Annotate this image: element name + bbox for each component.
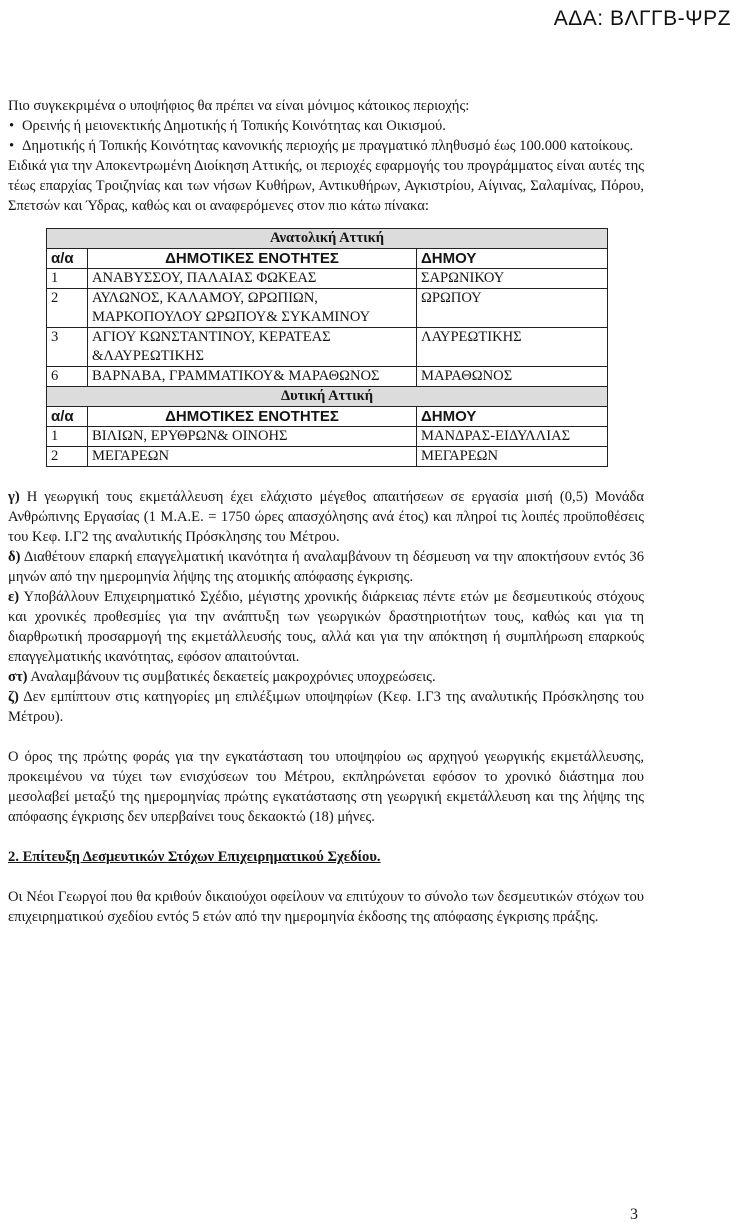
col-header-no: α/α (47, 407, 88, 427)
col-header-municipality: ΔΗΜΟΥ (417, 249, 608, 269)
cell-no: 1 (47, 427, 88, 447)
section-2-text: Οι Νέοι Γεωργοί που θα κριθούν δικαιούχοι οφείλουν να επιτύχουν το σύνολο των δεσμευτικών στόχων του επιχειρηματικού σχεδίου εντός 5 ετών από την ημερομηνία έκδοσης της απόφασης έγκρισης πράξης. (8, 889, 644, 925)
table-row (47, 427, 608, 447)
criterion-text: Δεν εμπίπτουν στις κατηγορίες μη επιλέξιμων υποψηφίων (Κεφ. Ι.Γ3 της αναλυτικής Πρόσκλησης του Μέτρου). (8, 689, 645, 725)
cell-units: ΑΥΛΩΝΟΣ, ΚΑΛΑΜΟΥ, ΩΡΩΠΙΩΝ, ΜΑΡΚΟΠΟΥΛΟΥ ΩΡΩΠΟΥ& ΣΥΚΑΜΙΝΟΥ (88, 289, 417, 328)
criterion-st (8, 667, 644, 687)
criterion-text: Διαθέτουν επαρκή επαγγελματική ικανότητα ή αναλαμβάνουν τη δέσμευση να την αποκτήσουν εντός 36 μηνών από την ημερομηνία λήψης της ατομικής απόφασης έγκρισης. (8, 549, 644, 585)
cell-municipality: ΣΑΡΩΝΙΚΟΥ (417, 269, 608, 289)
cell-no: 6 (47, 367, 88, 387)
region-title-west: Δυτική Αττική (47, 387, 608, 407)
first-time-paragraph: Ο όρος της πρώτης φοράς για την εγκατάσταση του υποψηφίου ως αρχηγού γεωργικής εκμετάλλευσης, προκειμένου να τύχει των ενισχύσεων του Μέτρου, εκπληρώνεται εφόσον το χρονικό διάστημα που μεσολαβεί μεταξύ της ημερομηνίας πρώτης εγκατάστασης στη γεωργική εκμετάλλευση και της λήψης της απόφασης έγκρισης δεν υπερβαίνει τους δεκαοκτώ (18) μήνες. (8, 749, 644, 825)
criterion-label: δ) (8, 549, 21, 565)
table-region-row (47, 387, 608, 407)
cell-units: ΑΝΑΒΥΣΣΟΥ, ΠΑΛΑΙΑΣ ΦΩΚΕΑΣ (88, 269, 417, 289)
criterion-d (8, 547, 644, 587)
cell-no: 2 (47, 289, 88, 328)
cell-municipality: ΜΕΓΑΡΕΩΝ (417, 447, 608, 467)
cell-units: ΜΕΓΑΡΕΩΝ (88, 447, 417, 467)
table-header-row (47, 249, 608, 269)
criterion-label: στ) (8, 669, 28, 685)
cell-no: 2 (47, 447, 88, 467)
cell-municipality: ΜΑΝΔΡΑΣ-ΕΙΔΥΛΛΙΑΣ (417, 427, 608, 447)
criterion-z (8, 687, 644, 727)
table-row (47, 328, 608, 367)
cell-municipality: ΩΡΩΠΟΥ (417, 289, 608, 328)
table-row (47, 367, 608, 387)
table-row (47, 447, 608, 467)
cell-no: 1 (47, 269, 88, 289)
section-2-heading: 2. Επίτευξη Δεσμευτικών Στόχων Επιχειρηματικού Σχεδίου. (8, 849, 381, 865)
region-title-east: Ανατολική Αττική (47, 229, 608, 249)
intro-special: Ειδικά για την Αποκεντρωμένη Διοίκηση Αττικής, οι περιοχές εφαρμογής του προγράμματος είναι αυτές της τέως επαρχίας Τροιζηνίας και των νήσων Κυθήρων, Αντικυθήρων, Αγκιστρίου, Αίγινας, Σαλαμίνας, Πόρου, Σπετσών και Ύδρας, καθώς και οι αναφερόμενες στον πιο κάτω πίνακα: (8, 158, 644, 214)
criterion-g (8, 487, 644, 547)
table-row (47, 289, 608, 328)
cell-units: ΒΑΡΝΑΒΑ, ΓΡΑΜΜΑΤΙΚΟΥ& ΜΑΡΑΘΩΝΟΣ (88, 367, 417, 387)
bullet-normal-area: • Δημοτικής ή Τοπικής Κοινότητας κανονικής περιοχής με πραγματικό πληθυσμό έως 100.000 κατοίκους. (8, 136, 644, 156)
bullet-mountain: • Ορεινής ή μειονεκτικής Δημοτικής ή Τοπικής Κοινότητας και Οικισμού. (8, 116, 644, 136)
col-header-units: ΔΗΜΟΤΙΚΕΣ ΕΝΟΤΗΤΕΣ (88, 407, 417, 427)
table-row (47, 269, 608, 289)
cell-no: 3 (47, 328, 88, 367)
criterion-text: Αναλαμβάνουν τις συμβατικές δεκαετείς μακροχρόνιες υποχρεώσεις. (30, 669, 436, 685)
document-body (8, 96, 644, 927)
areas-table (46, 228, 608, 467)
criterion-label: ε) (8, 589, 20, 605)
criterion-label: γ) (8, 489, 20, 505)
cell-municipality: ΛΑΥΡΕΩΤΙΚΗΣ (417, 328, 608, 367)
criterion-text: Η γεωργική τους εκμετάλλευση έχει ελάχιστο μέγεθος απαιτήσεων σε εργασία μισή (0,5) Μονάδα Ανθρώπινης Εργασίας (1 Μ.Α.Ε. = 1750 ώρες απασχόλησης ανά έτος) και πληροί τις λοιπές προϋποθέσεις του Κεφ. Ι.Γ2 της αναλυτικής Πρόσκλησης του Μέτρου. (8, 489, 644, 545)
cell-municipality: ΜΑΡΑΘΩΝΟΣ (417, 367, 608, 387)
criterion-label: ζ) (8, 689, 19, 705)
criteria-list (8, 487, 644, 727)
page-number: 3 (630, 1206, 638, 1223)
table-region-row (47, 229, 608, 249)
intro-lead: Πιο συγκεκριμένα ο υποψήφιος θα πρέπει να είναι μόνιμος κάτοικος περιοχής: (8, 98, 470, 114)
col-header-units: ΔΗΜΟΤΙΚΕΣ ΕΝΟΤΗΤΕΣ (88, 249, 417, 269)
col-header-municipality: ΔΗΜΟΥ (417, 407, 608, 427)
table-header-row (47, 407, 608, 427)
cell-units: ΑΓΙΟΥ ΚΩΝΣΤΑΝΤΙΝΟΥ, ΚΕΡΑΤΕΑΣ &ΛΑΥΡΕΩΤΙΚΗΣ (88, 328, 417, 367)
criterion-e (8, 587, 644, 667)
cell-units: ΒΙΛΙΩΝ, ΕΡΥΘΡΩΝ& ΟΙΝΟΗΣ (88, 427, 417, 447)
criterion-text: Υποβάλλουν Επιχειρηματικό Σχέδιο, μέγιστης χρονικής διάρκειας πέντε ετών με δεσμευτικούς στόχους και χρονικές προθεσμίες για την ανάπτυξη των γεωργικών δραστηριοτήτων τους, καθώς και για τη διαρθρωτική προσαρμογή της εκμετάλλευσής τους, αλλά και για την απόκτηση ή συμπλήρωση επαρκούς επαγγελματικής ικανότητας, εφόσον απαιτούνται. (8, 589, 644, 665)
ada-code: ΑΔΑ: ΒΛΓΓΒ-ΨΡΖ (553, 7, 731, 30)
col-header-no: α/α (47, 249, 88, 269)
